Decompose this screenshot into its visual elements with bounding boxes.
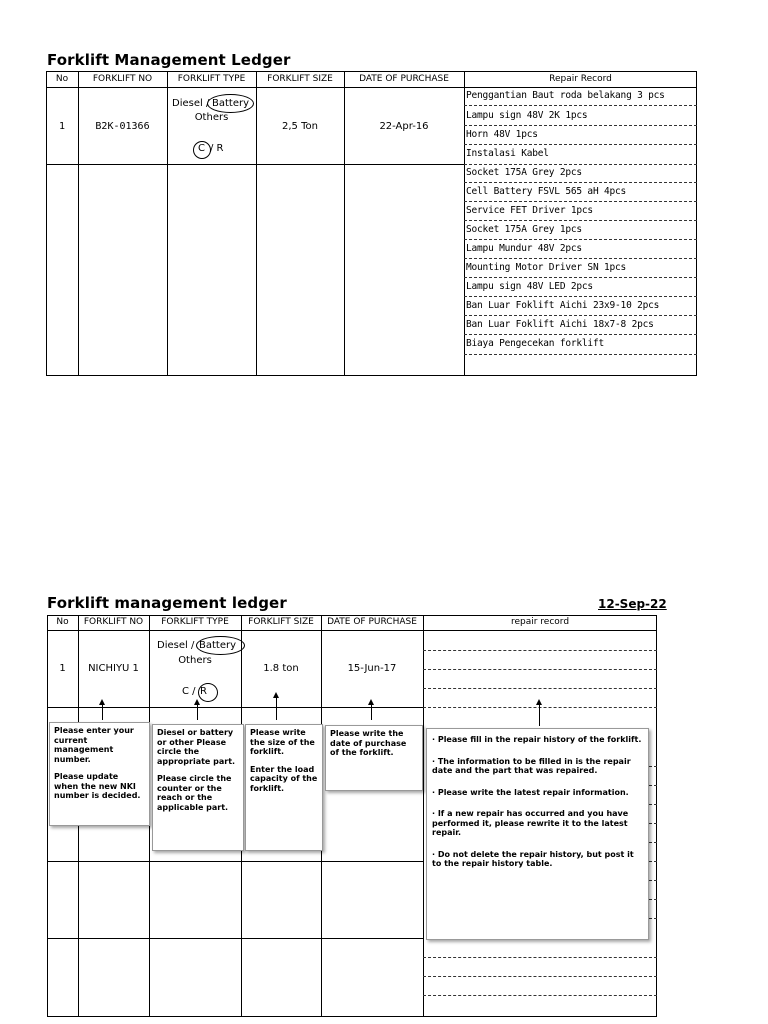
ledger1-header-forklift-type: FORKLIFT TYPE bbox=[177, 74, 246, 84]
ledger1-repair-item: Service FET Driver 1pcs bbox=[466, 205, 593, 216]
note-type-line: Please circle the counter or the reach or the applicable part. bbox=[157, 774, 232, 812]
ledger2-type-others: Others bbox=[178, 655, 212, 666]
ledger1-repair-item: Instalasi Kabel bbox=[466, 148, 549, 159]
ledger1-repair-item: Lampu sign 48V LED 2pcs bbox=[466, 281, 593, 292]
ledger1-row-no: 1 bbox=[58, 121, 66, 132]
ledger1-c-circle bbox=[193, 141, 211, 159]
note-repair-line: · Please fill in the repair history of the forklift. bbox=[432, 735, 642, 744]
arrow-size bbox=[276, 697, 277, 720]
note-repair-line: · Please write the latest repair information. bbox=[432, 787, 629, 797]
arrowhead-date bbox=[368, 699, 374, 705]
ledger1-header-forklift-no: FORKLIFT NO bbox=[92, 74, 153, 84]
ledger1-repair-item: Biaya Pengecekan forklift bbox=[466, 338, 604, 349]
ledger1-repair-item: Lampu Mundur 48V 2pcs bbox=[466, 243, 582, 254]
note-size-line: Please write the size of the forklift. bbox=[250, 728, 315, 756]
ledger1-repair-item: Socket 175A Grey 2pcs bbox=[466, 167, 582, 178]
ledger1-repair-item: Cell Battery FSVL 565 aH 4pcs bbox=[466, 186, 627, 197]
note-forklift-no-line: Please enter your current management number. bbox=[54, 726, 134, 764]
ledger2-header-repair-record: repair record bbox=[510, 617, 570, 627]
arrow-forklift-no bbox=[102, 704, 103, 720]
ledger2-r-circle bbox=[198, 683, 218, 702]
ledger1-title: Forklift Management Ledger bbox=[47, 51, 291, 69]
ledger1-battery-circle bbox=[207, 94, 254, 113]
note-type bbox=[152, 724, 244, 851]
ledger2-header-forklift-type: FORKLIFT TYPE bbox=[161, 617, 229, 627]
ledger1-repair-item: Ban Luar Foklift Aichi 18x7-8 2pcs bbox=[466, 319, 654, 330]
ledger1-type-r: / R bbox=[210, 143, 224, 154]
ledger2-header-date-of-purchase: DATE OF PURCHASE bbox=[327, 617, 417, 627]
ledger1-header-repair-record: Repair Record bbox=[549, 74, 612, 84]
ledger1-row-purchase-date: 22-Apr-16 bbox=[379, 121, 429, 132]
ledger2-title: Forklift management ledger bbox=[47, 594, 287, 612]
note-repair-line: · If a new repair has occurred and you have performed it, please rewrite it to the latest repair. bbox=[432, 809, 629, 837]
ledger2-row-no: 1 bbox=[59, 663, 66, 674]
ledger1-repair-item: Socket 175A Grey 1pcs bbox=[466, 224, 582, 235]
ledger2-header-forklift-no: FORKLIFT NO bbox=[83, 617, 144, 627]
note-forklift-no bbox=[49, 722, 150, 826]
arrow-date bbox=[371, 704, 372, 720]
ledger1-row-size: 2,5 Ton bbox=[282, 121, 318, 132]
ledger1-table bbox=[46, 71, 697, 376]
ledger2-type-battery: Battery bbox=[199, 640, 237, 651]
arrowhead-forklift-no bbox=[99, 699, 105, 705]
note-type-line: Diesel or battery or other Please circle the appropriate part. bbox=[157, 728, 236, 766]
ledger2-row-size: 1.8 ton bbox=[263, 663, 299, 674]
note-date-line: Please write the date of purchase of the forklift. bbox=[330, 729, 407, 757]
note-size bbox=[245, 724, 323, 851]
ledger2-header-no: No bbox=[56, 617, 69, 627]
ledger1-type-battery: Battery bbox=[212, 98, 250, 109]
ledger1-repair-item: Penggantian Baut roda belakang 3 pcs bbox=[466, 90, 665, 101]
ledger1-type-diesel: Diesel / bbox=[172, 98, 210, 109]
arrow-type bbox=[197, 704, 198, 720]
ledger1-header-date-of-purchase: DATE OF PURCHASE bbox=[359, 74, 449, 84]
ledger2-type-c: C / bbox=[182, 686, 196, 697]
ledger2-type-r: R bbox=[200, 686, 207, 697]
ledger1-type-c: C bbox=[198, 143, 205, 154]
ledger1-header-no: No bbox=[55, 74, 69, 84]
note-repair-line: · The information to be filled in is the repair date and the part that was repaired. bbox=[432, 756, 631, 775]
note-date bbox=[325, 725, 423, 791]
arrow-repair bbox=[539, 704, 540, 726]
ledger1-repair-item: Mounting Motor Driver SN 1pcs bbox=[466, 262, 627, 273]
ledger2-type-diesel: Diesel / bbox=[157, 640, 195, 651]
ledger1-header-forklift-size: FORKLIFT SIZE bbox=[267, 74, 333, 84]
note-forklift-no-line: Please update when the new NKI number is decided. bbox=[54, 772, 141, 800]
ledger2-row-purchase-date: 15-Jun-17 bbox=[347, 663, 397, 674]
ledger1-repair-item: Lampu sign 48V 2K 1pcs bbox=[466, 110, 588, 121]
note-size-line: Enter the load capacity of the forklift. bbox=[250, 764, 318, 793]
ledger2-header-forklift-size: FORKLIFT SIZE bbox=[248, 617, 314, 627]
arrowhead-repair bbox=[536, 699, 542, 705]
ledger2-battery-circle bbox=[196, 636, 245, 655]
arrowhead-type bbox=[194, 699, 200, 705]
arrowhead-size bbox=[273, 692, 279, 698]
note-repair bbox=[426, 728, 649, 940]
ledger1-repair-item: Horn 48V 1pcs bbox=[466, 129, 538, 140]
ledger1-repair-item: Ban Luar Foklift Aichi 23x9-10 2pcs bbox=[466, 300, 660, 311]
ledger2-row-forklift-no: NICHIYU 1 bbox=[88, 663, 139, 674]
ledger2-date: 12-Sep-22 bbox=[598, 597, 667, 611]
ledger1-row-forklift-no: B2K-01366 bbox=[95, 121, 150, 132]
ledger1-type-others: Others bbox=[194, 112, 229, 123]
note-repair-line: · Do not delete the repair history, but post it to the repair history table. bbox=[432, 849, 634, 868]
